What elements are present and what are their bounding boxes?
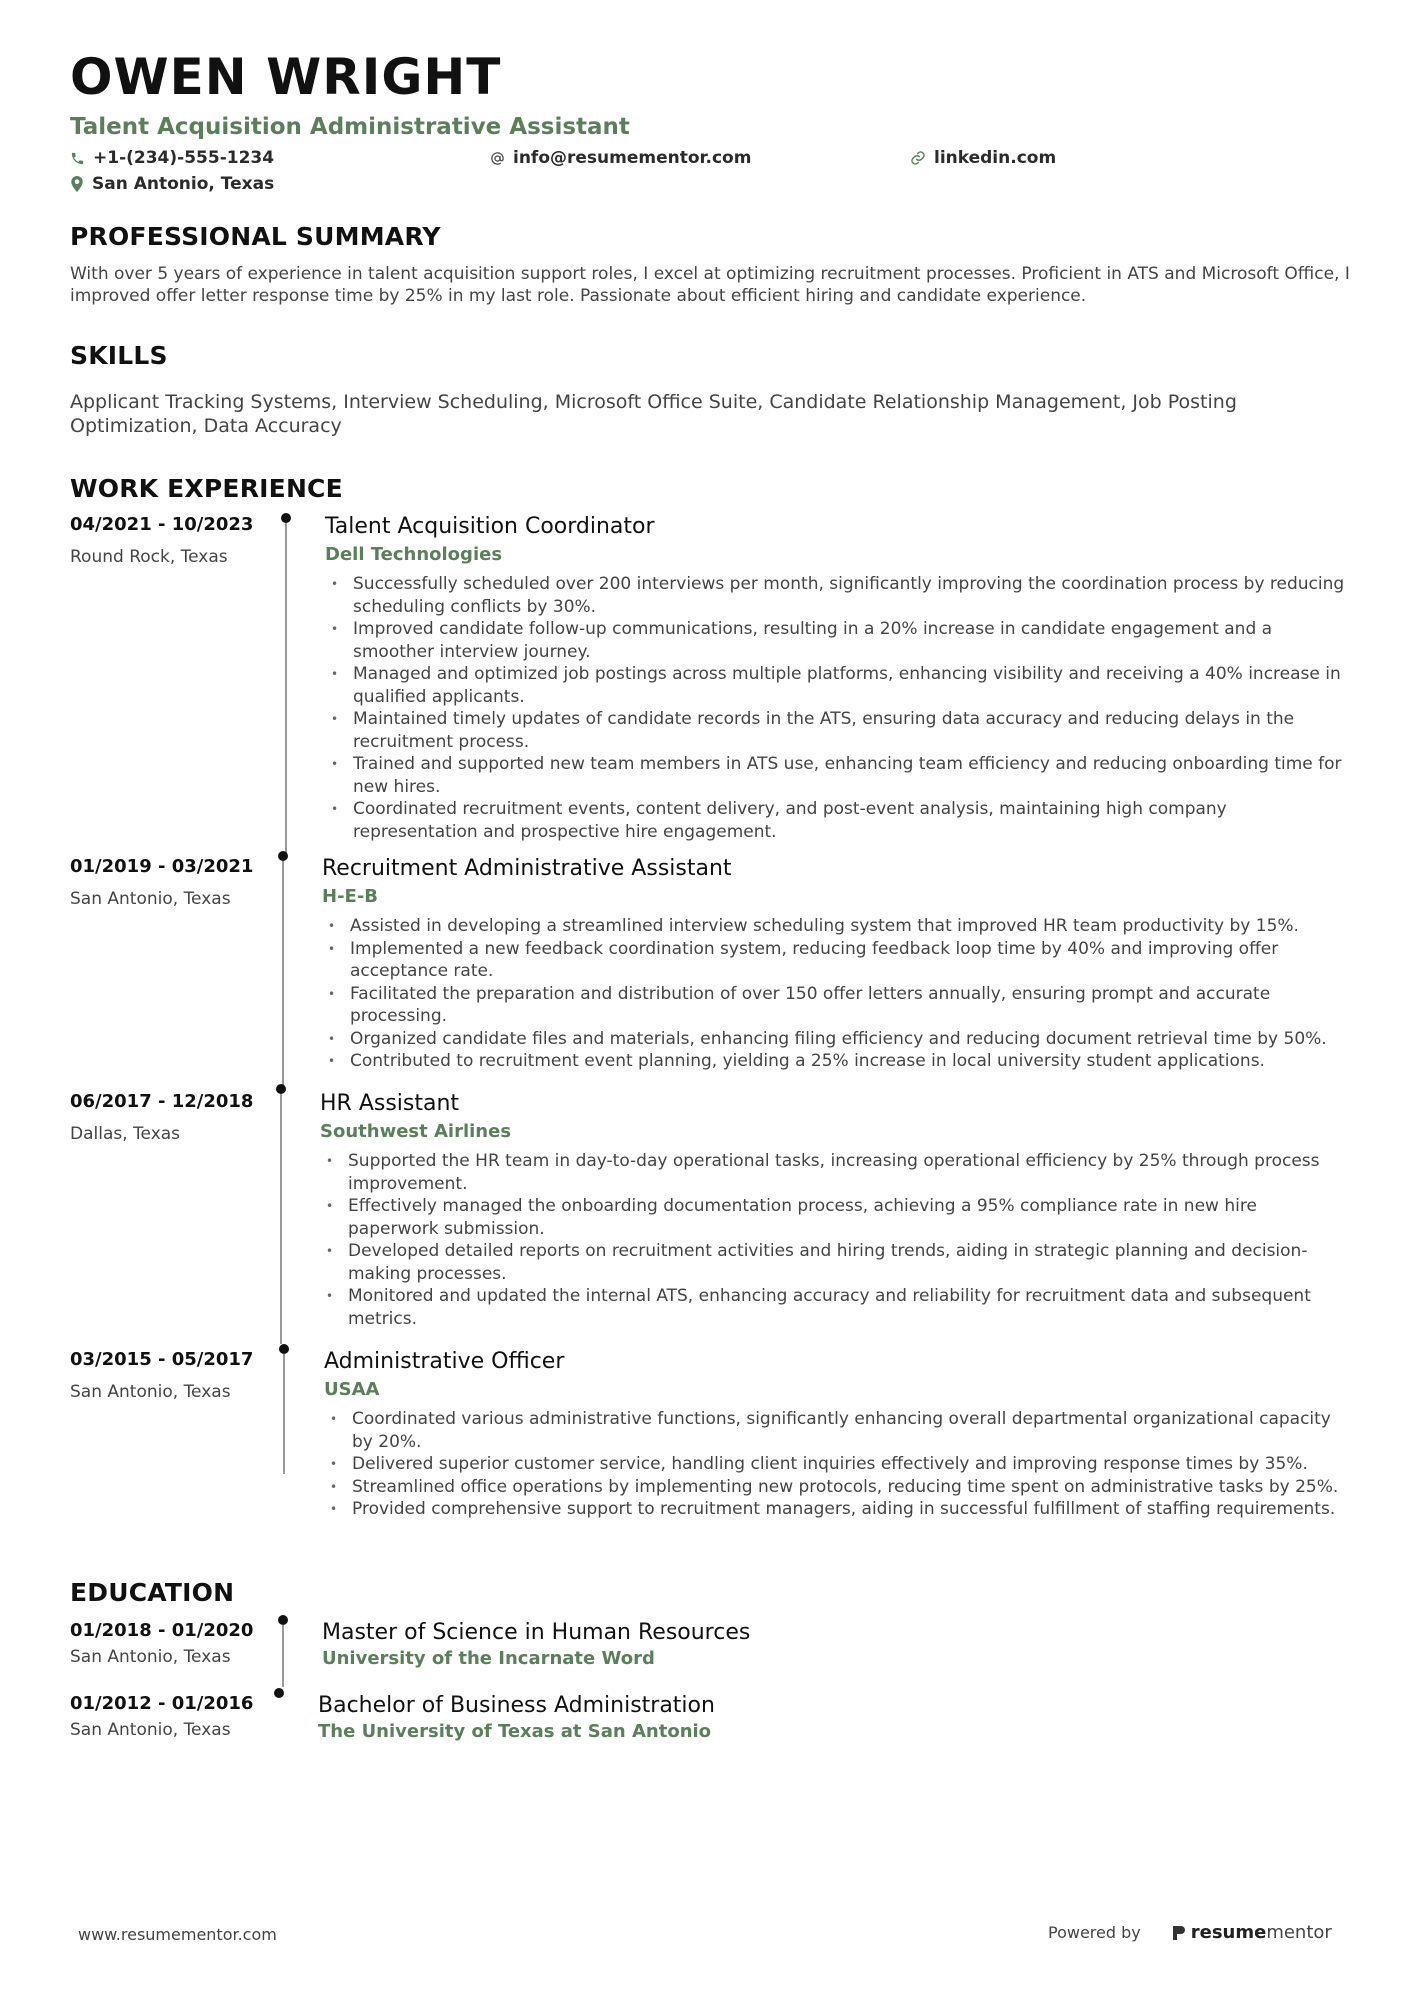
timeline-line <box>285 523 287 853</box>
work-dates: 04/2021 - 10/2023 <box>70 514 254 535</box>
company-name: Southwest Airlines <box>320 1121 512 1142</box>
work-location: Round Rock, Texas <box>70 547 228 567</box>
email-text[interactable]: info@resumementor.com <box>513 148 752 168</box>
phone-contact <box>70 148 490 168</box>
job-bullet: • Coordinated recruitment events, content delivery, and post-event analysis, maintaining high company representation and prospective hire engagement. <box>325 798 1350 843</box>
timeline-dot <box>278 1615 288 1625</box>
job-bullets <box>325 573 1350 843</box>
powered-by-text: Powered by <box>1048 1923 1141 1942</box>
footer-powered-by <box>1048 1922 1332 1943</box>
company-name: USAA <box>324 1379 380 1400</box>
brand-part1: resume <box>1190 1922 1267 1943</box>
job-title: HR Assistant <box>320 1091 460 1116</box>
school-name: The University of Texas at San Antonio <box>318 1721 712 1742</box>
job-bullets <box>324 1408 1350 1521</box>
education-dates: 01/2012 - 01/2016 <box>70 1693 254 1714</box>
job-bullet: • Supported the HR team in day-to-day operational tasks, increasing operational efficiency by 25% through process improvement. <box>320 1150 1350 1195</box>
job-bullet: • Managed and optimized job postings across multiple platforms, enhancing visibility and receiving a 40% increase in qualified applicants. <box>325 663 1350 708</box>
job-bullet: • Coordinated various administrative functions, significantly enhancing overall departmental organizational capacity by 20%. <box>324 1408 1350 1453</box>
degree-title: Master of Science in Human Resources <box>322 1620 751 1645</box>
job-title: Talent Acquisition Coordinator <box>325 514 655 539</box>
at-icon <box>490 151 505 166</box>
link-icon <box>910 150 926 166</box>
phone-icon <box>70 151 85 166</box>
timeline-line <box>283 1354 285 1474</box>
job-bullet: • Effectively managed the onboarding documentation process, achieving a 95% compliance rate in new hire paperwork submission. <box>320 1195 1350 1240</box>
job-bullet: • Provided comprehensive support to recruitment managers, aiding in successful fulfillment of staffing requirements. <box>324 1498 1350 1521</box>
work-entry <box>70 1090 1350 1348</box>
job-bullets <box>322 915 1350 1073</box>
email-contact[interactable] <box>490 148 910 168</box>
timeline-dot <box>278 851 288 861</box>
education-dates: 01/2018 - 01/2020 <box>70 1620 254 1641</box>
summary-text: With over 5 years of experience in talent acquisition support roles, I excel at optimizing recruitment processes. Proficient in ATS and Microsoft Office, I improved offer letter response time by 25% in my last role. Passionate about efficient hiring and candidate experience. <box>70 264 1350 306</box>
work-location: San Antonio, Texas <box>70 889 231 909</box>
timeline-dot <box>274 1688 284 1698</box>
location-contact <box>70 174 1350 194</box>
timeline-line <box>280 1094 282 1344</box>
education-entry <box>70 1692 1350 1752</box>
work-entry <box>70 855 1350 1090</box>
timeline-line <box>282 1625 284 1687</box>
location-pin-icon <box>70 176 84 192</box>
work-location: San Antonio, Texas <box>70 1382 231 1402</box>
job-bullet: • Improved candidate follow-up communications, resulting in a 20% increase in candidate engagement and a smoother interview journey. <box>325 618 1350 663</box>
contact-row <box>70 148 1350 168</box>
company-name: H-E-B <box>322 886 379 907</box>
timeline-dot <box>281 513 291 523</box>
phone-text: +1-(234)-555-1234 <box>93 148 275 168</box>
job-bullet: • Contributed to recruitment event planning, yielding a 25% increase in local university student applications. <box>322 1050 1350 1073</box>
company-name: Dell Technologies <box>325 544 503 565</box>
job-bullet: • Maintained timely updates of candidate records in the ATS, ensuring data accuracy and reducing delays in the recruitment process. <box>325 708 1350 753</box>
education-location: San Antonio, Texas <box>70 1647 231 1667</box>
brand-logo[interactable] <box>1171 1922 1332 1943</box>
education-heading: EDUCATION <box>70 1578 235 1607</box>
education-timeline <box>70 1619 1350 1752</box>
job-bullet: • Organized candidate files and materials, enhancing filing efficiency and reducing document retrieval time by 50%. <box>322 1028 1350 1051</box>
brand-part2: mentor <box>1266 1922 1332 1943</box>
job-bullet: • Trained and supported new team members in ATS use, enhancing team efficiency and reducing onboarding time for new hires. <box>325 753 1350 798</box>
work-dates: 03/2015 - 05/2017 <box>70 1349 254 1370</box>
skills-heading: SKILLS <box>70 341 168 370</box>
candidate-name: OWEN WRIGHT <box>70 48 502 106</box>
job-title: Recruitment Administrative Assistant <box>322 856 732 881</box>
degree-title: Bachelor of Business Administration <box>318 1693 715 1718</box>
skills-text: Applicant Tracking Systems, Interview Scheduling, Microsoft Office Suite, Candidate Relationship Management, Job Posting Optimization, Data Accuracy <box>70 391 1237 437</box>
education-location: San Antonio, Texas <box>70 1720 231 1740</box>
job-bullet: • Monitored and updated the internal ATS, enhancing accuracy and reliability for recruitment data and subsequent metrics. <box>320 1285 1350 1330</box>
timeline-line <box>282 861 284 1089</box>
work-location: Dallas, Texas <box>70 1124 181 1144</box>
summary-heading: PROFESSIONAL SUMMARY <box>70 222 441 251</box>
work-dates: 01/2019 - 03/2021 <box>70 856 254 877</box>
work-entry <box>70 1348 1350 1548</box>
work-dates: 06/2017 - 12/2018 <box>70 1091 254 1112</box>
job-bullet: • Successfully scheduled over 200 interviews per month, significantly improving the coordination process by reducing scheduling conflicts by 30%. <box>325 573 1350 618</box>
work-timeline <box>70 513 1350 1548</box>
linkedin-contact[interactable] <box>910 148 1056 168</box>
school-name: University of the Incarnate Word <box>322 1648 655 1669</box>
work-entry <box>70 513 1350 855</box>
timeline-dot <box>279 1344 289 1354</box>
linkedin-text[interactable]: linkedin.com <box>934 148 1057 168</box>
location-text: San Antonio, Texas <box>92 174 275 194</box>
footer-website[interactable]: www.resumementor.com <box>78 1925 277 1944</box>
timeline-dot <box>276 1084 286 1094</box>
job-bullet: • Implemented a new feedback coordination system, reducing feedback loop time by 40% and improving offer acceptance rate. <box>322 938 1350 983</box>
resume-page <box>70 48 1350 1752</box>
job-bullets <box>320 1150 1350 1330</box>
job-bullet: • Developed detailed reports on recruitment activities and hiring trends, aiding in strategic planning and decision-making processes. <box>320 1240 1350 1285</box>
job-bullet: • Delivered superior customer service, handling client inquiries effectively and improving response times by 35%. <box>324 1453 1350 1476</box>
education-entry <box>70 1619 1350 1692</box>
job-bullet: • Facilitated the preparation and distribution of over 150 offer letters annually, ensuring prompt and accurate processing. <box>322 983 1350 1028</box>
job-title: Administrative Officer <box>324 1349 565 1374</box>
work-experience-heading: WORK EXPERIENCE <box>70 474 343 503</box>
job-bullet: • Streamlined office operations by implementing new protocols, reducing time spent on administrative tasks by 25%. <box>324 1476 1350 1499</box>
candidate-role: Talent Acquisition Administrative Assistant <box>70 114 630 140</box>
job-bullet: • Assisted in developing a streamlined interview scheduling system that improved HR team productivity by 15%. <box>322 915 1350 938</box>
resumementor-logo-icon <box>1171 1924 1187 1942</box>
